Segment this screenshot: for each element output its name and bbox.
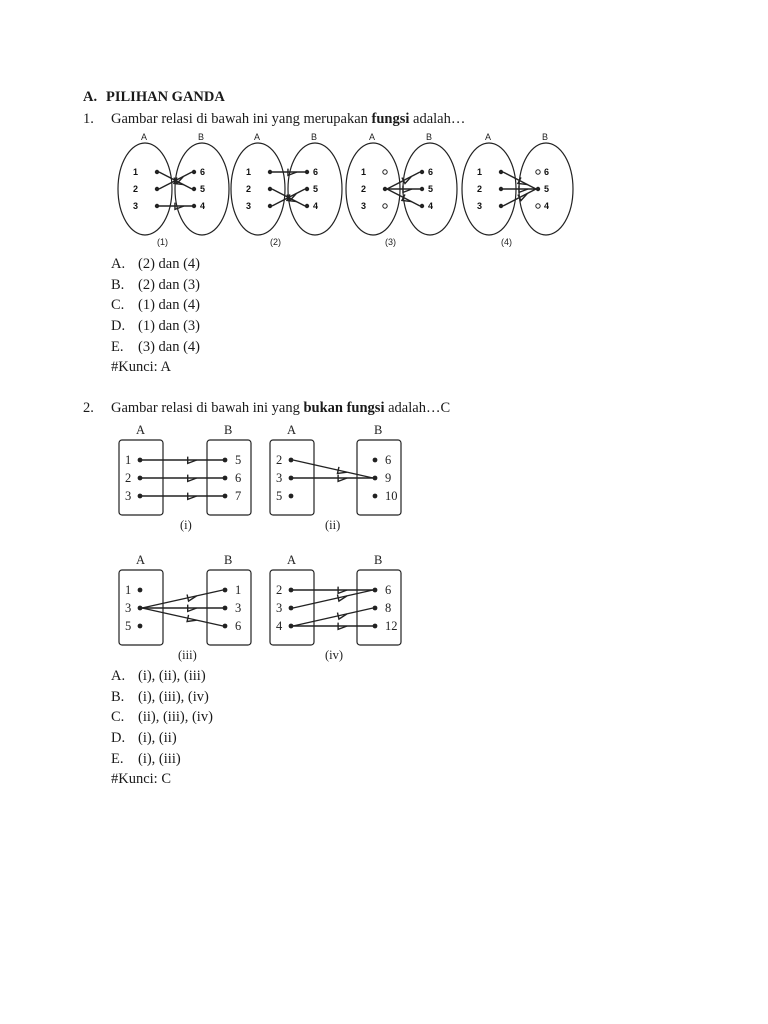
set-b-element: 6 [235, 471, 242, 485]
relation-arrow [293, 608, 373, 626]
set-b-point [223, 606, 228, 611]
set-a-label: A [254, 132, 261, 142]
q2-text-bold: bukan fungsi [303, 400, 385, 416]
set-b-element: 6 [544, 167, 550, 177]
set-b-element: 6 [313, 167, 319, 177]
q2-answer-key: #Kunci: C [111, 771, 172, 787]
set-b-element: 6 [235, 619, 242, 633]
set-b-point [373, 494, 378, 499]
relation-arrow [142, 590, 223, 608]
relation-arrow-line [142, 590, 223, 608]
set-b-point [373, 606, 378, 611]
set-a-element: 5 [276, 489, 283, 503]
set-a-element: 2 [276, 583, 283, 597]
q1-option-text: (3) dan (4) [138, 338, 201, 355]
q1-option-letter: B. [111, 276, 125, 293]
q2-diagram-3 [119, 553, 251, 662]
set-b-point [223, 458, 228, 463]
q1-text-after: adalah… [409, 111, 466, 127]
set-b-point [223, 476, 228, 481]
set-b-element: 4 [200, 201, 206, 211]
set-a-label: A [141, 132, 148, 142]
set-b-element: 5 [313, 184, 319, 194]
relation-arrow [142, 457, 223, 464]
q2-option-letter: A. [111, 668, 126, 684]
q2-text-before: Gambar relasi di bawah ini yang [111, 400, 304, 416]
set-a-label: A [485, 132, 492, 142]
set-a-label: A [287, 423, 297, 437]
set-a-point [289, 588, 294, 593]
relation-arrow [142, 493, 223, 500]
diagram-caption: (iv) [325, 648, 344, 662]
q1-answer-key: #Kunci: A [111, 359, 172, 375]
diagram-caption: (ii) [325, 518, 341, 532]
q2-option-letter: C. [111, 709, 125, 726]
set-a-element: 2 [133, 184, 139, 194]
set-a-element: 1 [361, 167, 367, 177]
set-b-label: B [426, 132, 433, 142]
relation-arrow [293, 590, 373, 608]
set-b-element: 5 [428, 184, 434, 194]
set-a-element: 5 [125, 619, 132, 633]
q1-option-letter: D. [111, 318, 126, 335]
set-a-element: 2 [246, 184, 252, 194]
q1-option-letter: C. [111, 297, 125, 314]
relation-arrow-line [142, 608, 223, 626]
q2-option-text: (i), (ii) [138, 730, 177, 747]
set-a-point [289, 606, 294, 611]
set-b-element: 7 [235, 489, 242, 503]
set-b-point [373, 476, 378, 481]
set-a-point [289, 624, 294, 629]
set-a-element: 2 [477, 184, 483, 194]
q2-number: 2. [83, 400, 94, 416]
q1-text-before: Gambar relasi di bawah ini yang merupakan [111, 111, 372, 127]
set-a-element: 2 [125, 471, 132, 485]
relation-arrow-line [293, 460, 373, 478]
q1-option-text: (2) dan (3) [138, 276, 201, 293]
set-b-element: 4 [428, 201, 434, 211]
set-a-element: 3 [125, 601, 132, 615]
set-a-point [138, 588, 143, 593]
set-b-element: 6 [385, 583, 392, 597]
set-a-point [138, 624, 143, 629]
set-b-element: 9 [385, 471, 392, 485]
set-b-point [373, 588, 378, 593]
set-a-point [138, 458, 143, 463]
relation-arrow [293, 460, 373, 478]
q2-text-after: adalah…C [384, 400, 451, 416]
set-b-element: 4 [544, 201, 550, 211]
set-a-element: 3 [276, 601, 283, 615]
relation-arrow-arrowhead [337, 467, 347, 474]
set-b-label: B [374, 423, 383, 437]
section-title: PILIHAN GANDA [106, 89, 225, 105]
set-b-element: 5 [200, 184, 206, 194]
set-a-element: 2 [276, 453, 283, 467]
set-b-element: 10 [385, 489, 398, 503]
diagram-caption: (i) [180, 518, 192, 532]
q1-option-text: (2) dan (4) [138, 256, 201, 272]
q2-option-text: (i), (ii), (iii) [138, 668, 206, 684]
q2-option-letter: B. [111, 688, 125, 705]
set-a-element: 3 [361, 201, 367, 211]
set-b-element: 1 [235, 583, 242, 597]
q2-diagram-4 [270, 553, 401, 662]
set-b-element: 8 [385, 601, 392, 615]
set-b-element: 5 [544, 184, 550, 194]
section-letter: A. [83, 89, 98, 105]
q1-text-bold: fungsi [371, 111, 410, 127]
q1-option-text: (1) dan (3) [138, 318, 201, 335]
relation-arrow [142, 475, 223, 482]
set-a-element: 1 [125, 583, 132, 597]
set-a-element: 4 [276, 619, 283, 633]
set-a-element: 2 [361, 184, 367, 194]
set-a-label: A [287, 553, 297, 567]
q2-diagram-1 [119, 423, 251, 532]
set-b-label: B [198, 132, 205, 142]
q1-option-text: (1) dan (4) [138, 297, 201, 314]
set-a-point [138, 476, 143, 481]
set-b-label: B [542, 132, 549, 142]
set-a-label: A [136, 553, 146, 567]
set-a-element: 1 [133, 167, 139, 177]
set-b-point [373, 624, 378, 629]
set-b-element: 3 [235, 601, 242, 615]
set-b-point [223, 494, 228, 499]
set-b-point [373, 458, 378, 463]
set-a-element: 3 [276, 471, 283, 485]
q1-option-letter: E. [111, 338, 124, 355]
set-b-element: 5 [235, 453, 242, 467]
q2-option-letter: E. [111, 750, 124, 767]
q2-option-letter: D. [111, 730, 126, 747]
q1-number: 1. [83, 111, 94, 127]
q2-option-text: (i), (iii), (iv) [138, 688, 209, 705]
relation-arrow [142, 608, 223, 626]
set-a-point [289, 494, 294, 499]
set-a-element: 1 [125, 453, 132, 467]
set-b-element: 6 [385, 453, 392, 467]
q1-option-letter: A. [111, 256, 126, 272]
set-a-point [289, 476, 294, 481]
set-b-label: B [224, 553, 233, 567]
diagram-caption: (3) [385, 237, 396, 247]
set-a-point [289, 458, 294, 463]
set-a-element: 3 [246, 201, 252, 211]
set-a-point [138, 494, 143, 499]
set-a-label: A [369, 132, 376, 142]
relation-arrow-arrowhead [187, 615, 197, 622]
set-a-element: 3 [477, 201, 483, 211]
q2-option-text: (ii), (iii), (iv) [138, 709, 213, 726]
q2-option-text: (i), (iii) [138, 750, 181, 767]
set-b-label: B [311, 132, 318, 142]
set-b-element: 6 [428, 167, 434, 177]
set-b-element: 12 [385, 619, 398, 633]
set-b-element: 4 [313, 201, 319, 211]
relation-arrow-line [293, 590, 373, 608]
set-a-element: 1 [246, 167, 252, 177]
set-b-point [223, 624, 228, 629]
set-a-label: A [136, 423, 146, 437]
set-a-point [138, 606, 143, 611]
set-b-element: 6 [200, 167, 206, 177]
set-b-label: B [224, 423, 233, 437]
diagram-caption: (2) [270, 237, 281, 247]
set-b-box [357, 570, 401, 645]
q2-diagram-2 [270, 423, 401, 532]
diagram-caption: (4) [501, 237, 512, 247]
diagram-caption: (1) [157, 237, 168, 247]
diagram-caption: (iii) [178, 648, 197, 662]
set-a-element: 3 [125, 489, 132, 503]
set-b-label: B [374, 553, 383, 567]
set-a-element: 3 [133, 201, 139, 211]
set-a-element: 1 [477, 167, 483, 177]
relation-arrow-line [293, 608, 373, 626]
set-b-point [223, 588, 228, 593]
